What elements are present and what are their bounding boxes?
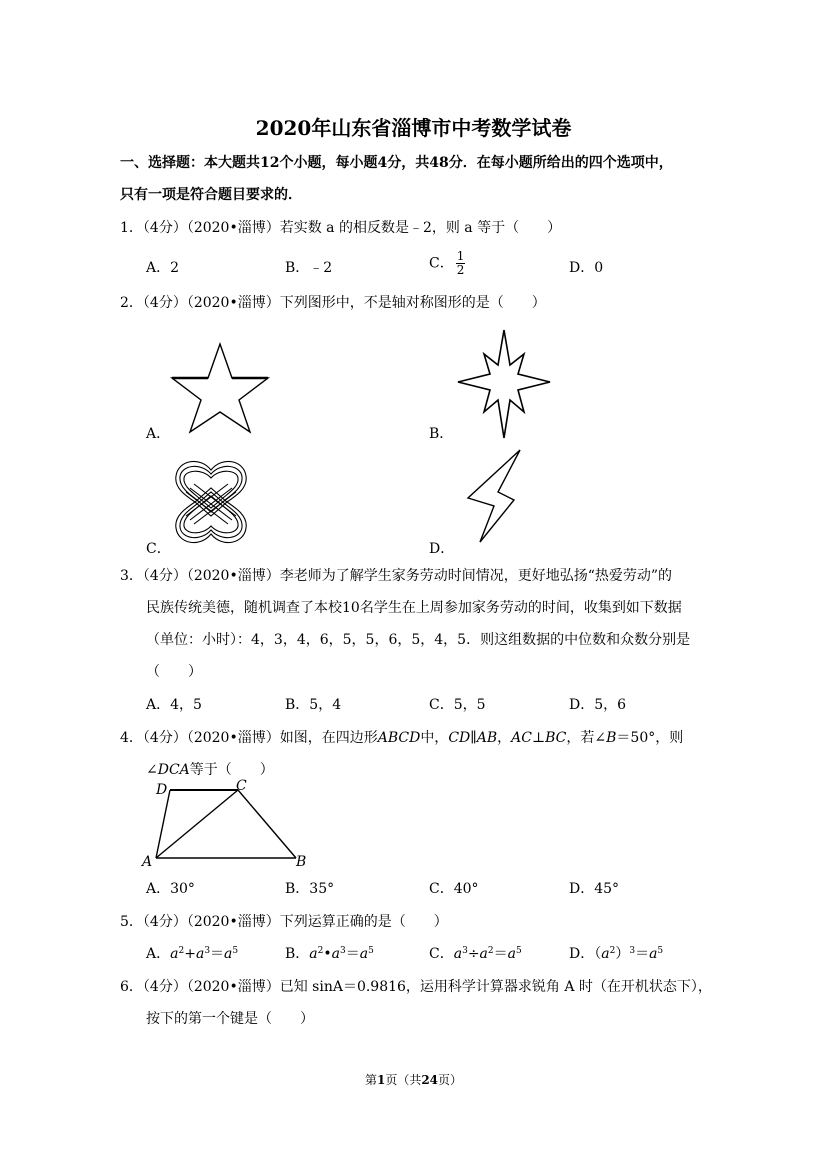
exponent: 2 [178,946,185,956]
question-2-option-d: D． [429,541,455,557]
q4-var-dca: DCA [157,762,190,778]
opt-prefix: D． [569,946,595,962]
vertex-label-a: A [142,854,153,870]
operator: ＝ [635,946,650,962]
q4-angle-symbol: ∠ [146,762,158,778]
operator: + [184,946,196,962]
q4-var-cd: CD [448,730,471,746]
section-instruction-line-2: 只有一项是符合题目要求的． [120,187,302,203]
question-4-option-d: D．45° [569,881,620,897]
q4-text: ，若∠ [566,730,607,746]
question-5-stem: 5．（4分）（2020•淄博）下列运算正确的是（ ） [120,914,448,930]
var-a: a [453,946,463,962]
operator: ＝ [210,946,225,962]
question-2-option-b: B． [429,426,454,442]
question-3-line-4: （ ） [146,664,202,680]
question-4-line-2 [146,759,274,779]
exponent: 5 [657,946,664,956]
question-1-option-c [429,250,465,277]
var-a: a [309,946,318,962]
var-a: a [195,946,205,962]
paren: （ [594,946,602,962]
question-4-option-a: A．30° [146,881,195,897]
section-instruction-line-1: 一、选择题：本大题共12个小题，每小题4分，共48分．在每小题所给出的四个选项中， [120,155,673,171]
footer-text: 第 [364,1073,377,1087]
opt-prefix: C． [429,946,454,962]
footer-page-number: 1 [376,1073,386,1087]
question-5-option-c [429,943,522,963]
var-a: a [507,946,516,962]
question-3-line-2: 民族传统美德，随机调查了本校10名学生在上周参加家务劳动的时间，收集到如下数据 [146,600,682,616]
question-4-trapezoid-figure [140,778,320,870]
exponent: 3 [340,946,346,956]
question-3-option-b: B．5，4 [285,697,342,713]
question-6-line-2: 按下的第一个键是（ ） [146,1011,314,1027]
fraction-denominator: 2 [456,263,465,277]
exponent: 5 [516,946,522,956]
question-5-option-d [569,943,663,963]
exponent: 5 [232,946,239,956]
question-2-option-c: C． [146,541,171,557]
paren: ） [615,946,630,962]
question-2-option-a: A． [146,426,171,442]
var-a: a [170,946,179,962]
q4-text: 4．（4分）（2020•淄博）如图，在四边形 [120,730,378,746]
question-1-option-c-prefix: C． [429,255,454,272]
q4-parallel-symbol: ∥ [470,730,477,746]
var-a: a [331,946,341,962]
exponent: 3 [204,946,211,956]
operator: ＝ [493,946,508,962]
page-title: 2020年山东省淄博市中考数学试卷 [255,116,572,140]
var-a: a [224,946,233,962]
operator: ＝ [345,946,360,962]
question-1-stem: 1．（4分）（2020•淄博）若实数 a 的相反数是﹣2，则 a 等于（ ） [120,220,562,236]
question-3-line-3: （单位：小时）：4，3，4，6，5，5，6，5，4，5．则这组数据的中位数和众数分别是 [146,632,691,648]
question-2-stem: 2．（4分）（2020•淄博）下列图形中，不是轴对称图形的是（ ） [120,295,546,311]
question-1-option-d: D．0 [569,260,604,276]
q4-var-bc: BC [545,730,567,746]
var-a: a [649,946,658,962]
question-5-option-b [285,943,374,963]
question-3-option-a: A．4，5 [146,697,202,713]
question-1-option-a: A．2 [146,260,180,276]
vertex-label-b: B [296,854,307,870]
var-a: a [359,946,369,962]
figure-b-star [456,328,552,440]
operator: • [323,946,332,962]
question-4-line-1 [120,727,683,747]
q4-var-b: B [606,730,617,746]
exponent: 2 [609,946,616,956]
exponent: 5 [368,946,374,956]
question-1-option-b: B．﹣2 [285,260,333,276]
question-6-line-1: 6．（4分）（2020•淄博）已知 sinA＝0.9816，运用科学计算器求锐角 A 时（在开机状态下）， [120,979,712,995]
page-footer [0,1071,827,1088]
question-3-option-d: D．5，6 [569,697,627,713]
footer-text: 页） [438,1073,463,1087]
vertex-label-c: C [236,778,247,794]
opt-prefix: B． [285,946,310,962]
vertex-label-d: D [156,782,168,798]
question-5-option-a [146,943,238,963]
q4-var-abcd: ABCD [377,730,421,746]
figure-d-lightning [462,448,524,544]
exponent: 2 [317,946,324,956]
var-a: a [601,946,610,962]
fraction-numerator: 1 [456,249,465,263]
q4-var-ac: AC [511,730,532,746]
opt-prefix: A． [146,946,171,962]
q4-text: ， [497,730,512,746]
operator: ÷ [467,946,480,962]
fraction [456,250,466,277]
question-4-option-c: C．40° [429,881,479,897]
question-4-option-b: B．35° [285,881,335,897]
var-a: a [479,946,488,962]
exponent: 3 [462,946,468,956]
footer-total-pages: 24 [421,1073,439,1087]
question-3-option-c: C．5，5 [429,697,486,713]
q4-var-ab: AB [476,730,498,746]
q4-text: ＝50°，则 [616,730,684,746]
question-3-line-1: 3．（4分）（2020•淄博）李老师为了解学生家务劳动时间情况，更好地弘扬“热爱劳动”的 [120,568,673,584]
q4-text: 等于（ ） [189,762,274,778]
q4-perp-symbol: ⊥ [531,730,546,746]
exponent: 2 [487,946,494,956]
figure-a-star [168,342,272,434]
footer-text: 页（共 [385,1073,422,1087]
exponent: 3 [629,946,636,956]
figure-c-interlaced-pattern [170,458,252,546]
q4-text: 中， [420,730,449,746]
